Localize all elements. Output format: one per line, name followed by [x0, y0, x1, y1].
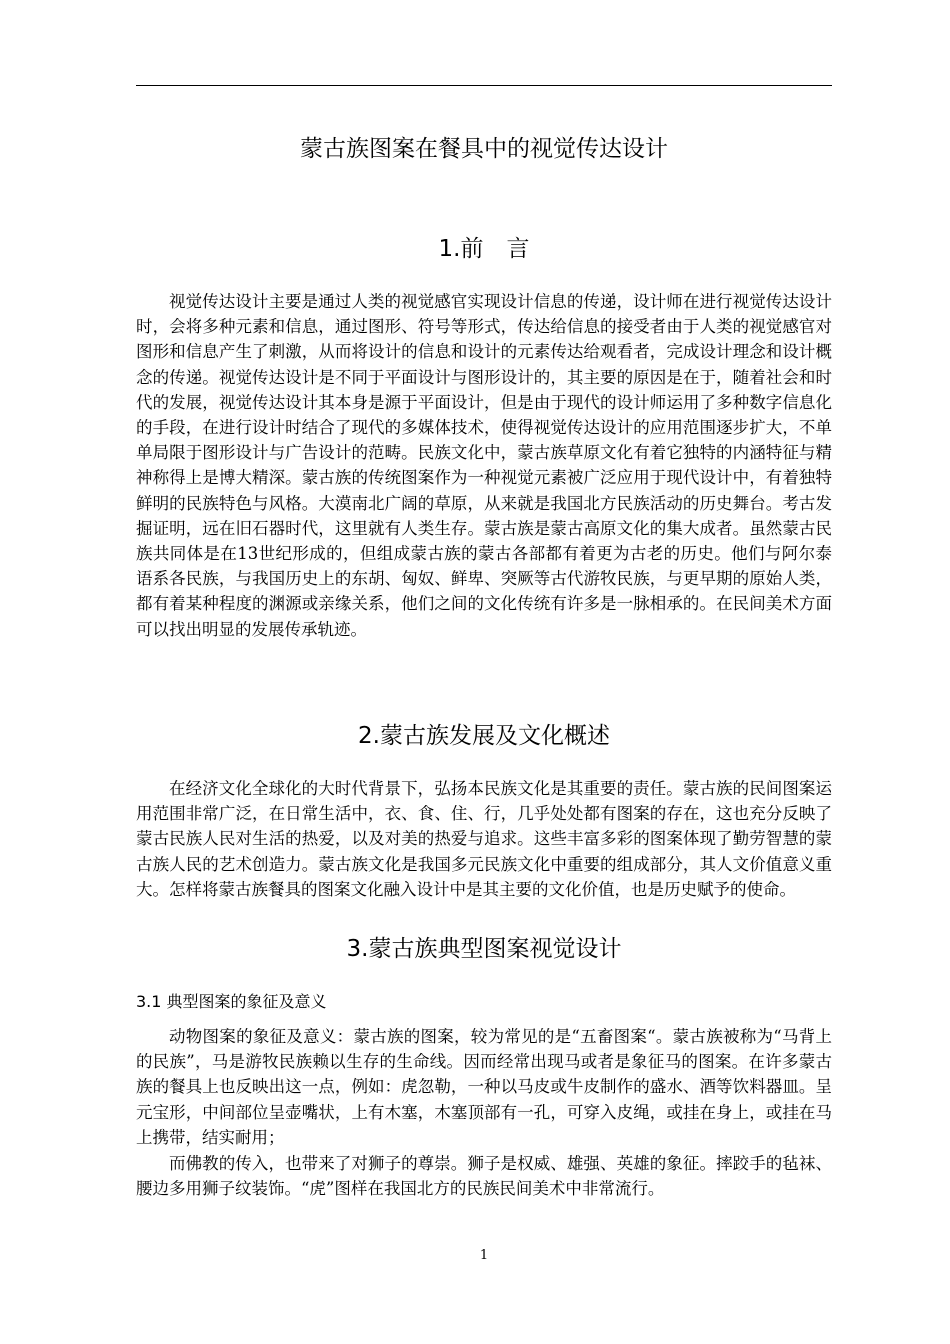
section-3-1-subheading: 3.1 典型图案的象征及意义 [136, 992, 327, 1011]
section-2-heading: 2.蒙古族发展及文化概述 [358, 723, 610, 749]
section-3-paragraph-1: 动物图案的象征及意义：蒙古族的图案，较为常见的是“五畜图案“。蒙古族被称为“马背上的民族”，马是游牧民族赖以生存的生命线。因而经常出现马或者是象征马的图案。在许多蒙古族的餐具上也反映出这一点，例如：虎忽勒，一种以马皮或牛皮制作的盛水、酒等饮料器皿。呈元宝形，中间部位呈壶嘴状，上有木塞，木塞顶部有一孔，可穿入皮绳，或挂在身上，或挂在马上携带，结实耐用； [136, 1027, 832, 1147]
section-2-paragraph-1: 在经济文化全球化的大时代背景下，弘扬本民族文化是其重要的责任。蒙古族的民间图案运用范围非常广泛，在日常生活中，衣、食、住、行，几乎处处都有图案的存在，这也充分反映了蒙古民族人民对生活的热爱，以及对美的热爱与追求。这些丰富多彩的图案体现了勤劳智慧的蒙古族人民的艺术创造力。蒙古族文化是我国多元民族文化中重要的组成部分，其人文价值意义重大。怎样将蒙古族餐具的图案文化融入设计中是其主要的文化价值，也是历史赋予的使命。 [136, 779, 832, 899]
header-rule [136, 85, 832, 86]
document-title: 蒙古族图案在餐具中的视觉传达设计 [300, 136, 668, 162]
page-number: 1 [479, 1248, 489, 1263]
section-1-heading: 1.前 言 [438, 236, 530, 262]
section-3-heading: 3.蒙古族典型图案视觉设计 [346, 936, 622, 962]
section-3-paragraph-2: 而佛教的传入，也带来了对狮子的尊崇。狮子是权威、雄强、英雄的象征。摔跤手的毡袜、腰边多用狮子纹装饰。“虎”图样在我国北方的民族民间美术中非常流行。 [136, 1154, 832, 1199]
section-1-paragraph-1: 视觉传达设计主要是通过人类的视觉感官实现设计信息的传递，设计师在进行视觉传达设计时，会将多种元素和信息，通过图形、符号等形式，传达给信息的接受者由于人类的视觉感官对图形和信息产生了刺激，从而将设计的信息和设计的元素传达给观看者，完成设计理念和设计概念的传递。视觉传达设计是不同于平面设计与图形设计的，其主要的原因是在于，随着社会和时代的发展，视觉传达设计其本身是源于平面设计，但是由于现代的设计师运用了多种数字信息化的手段，在进行设计时结合了现代的多媒体技术，使得视觉传达设计的应用范围逐步扩大，不单单局限于图形设计与广告设计的范畴。民族文化中，蒙古族草原文化有着它独特的内涵特征与精神称得上是博大精深。蒙古族的传统图案作为一种视觉元素被广泛应用于现代设计中，有着独特鲜明的民族特色与风格。大漠南北广阔的草原，从来就是我国北方民族活动的历史舞台。考古发掘证明，远在旧石器时代，这里就有人类生存。蒙古族是蒙古高原文化的集大成者。虽然蒙古民族共同体是在13世纪形成的，但组成蒙古族的蒙古各部都有着更为古老的历史。他们与阿尔泰语系各民族，与我国历史上的东胡、匈奴、鲜卑、突厥等古代游牧民族，与更早期的原始人类，都有着某种程度的渊源或亲缘关系，他们之间的文化传统有许多是一脉相承的。在民间美术方面可以找出明显的发展传承轨迹。 [136, 292, 832, 639]
